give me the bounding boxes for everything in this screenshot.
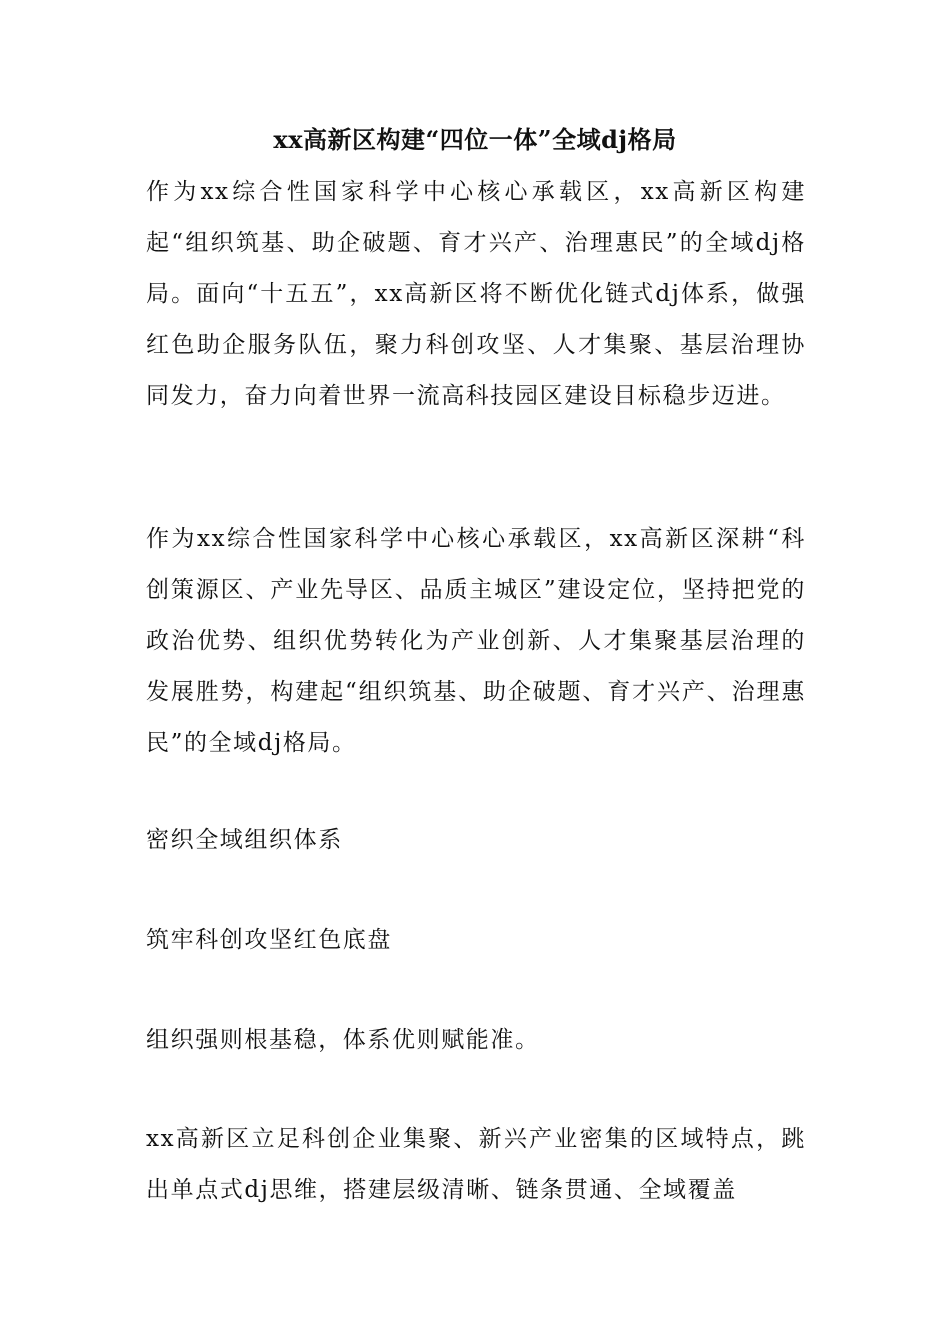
paragraph-positioning: 作为xx综合性国家科学中心核心承载区，xx高新区深耕“科创策源区、产业先导区、品质主城区”建设定位，坚持把党的政治优势、组织优势转化为产业创新、人才集聚基层治理的发展胜势，构建起“组织筑基、助企破题、育才兴产、治理惠民”的全域dj格局。 [146,526,806,756]
section-heading-organization: 密织全域组织体系 [146,827,343,853]
paragraph-intro: 作为xx综合性国家科学中心核心承载区，xx高新区构建起“组织筑基、助企破题、育才兴产、治理惠民”的全域dj格局。面向“十五五”，xx高新区将不断优化链式dj体系，做强红色助企服务队伍，聚力科创攻坚、人才集聚、基层治理协同发力，奋力向着世界一流高科技园区建设目标稳步迈进。 [146,179,806,409]
section-subheading-foundation: 筑牢科创攻坚红色底盘 [146,927,392,953]
paragraph-approach: xx高新区立足科创企业集聚、新兴产业密集的区域特点，跳出单点式dj思维，搭建层级清晰、链条贯通、全域覆盖 [146,1126,806,1203]
paragraph-principle: 组织强则根基稳，体系优则赋能准。 [146,1027,540,1053]
document-title: xx高新区构建“四位一体”全域dj格局 [273,125,677,154]
